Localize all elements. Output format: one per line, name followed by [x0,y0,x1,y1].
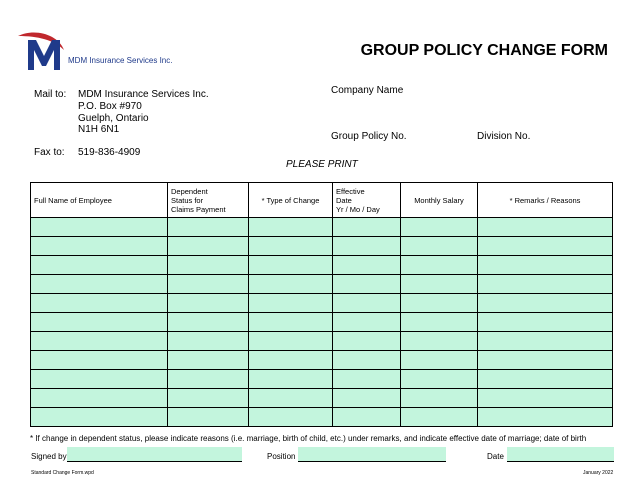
cell-full-name[interactable] [31,313,168,332]
cell-full-name[interactable] [31,389,168,408]
header-monthly-salary: Monthly Salary [401,183,478,218]
logo-company-text: MDM Insurance Services Inc. [68,56,173,65]
cell-effective-date[interactable] [333,370,401,389]
cell-remarks[interactable] [478,256,613,275]
cell-dependent-status[interactable] [168,237,249,256]
date-field[interactable] [507,447,614,462]
group-policy-label: Group Policy No. [331,131,407,142]
cell-remarks[interactable] [478,275,613,294]
table-body [31,218,613,427]
cell-monthly-salary[interactable] [401,408,478,427]
cell-monthly-salary[interactable] [401,237,478,256]
cell-remarks[interactable] [478,313,613,332]
form-title: GROUP POLICY CHANGE FORM [360,42,608,59]
date-label: Date [487,452,504,461]
cell-effective-date[interactable] [333,294,401,313]
cell-dependent-status[interactable] [168,370,249,389]
footer-filename: Standard Change Form.wpd [31,470,94,476]
cell-type-of-change[interactable] [249,370,333,389]
mail-address-line: N1H 6N1 [78,124,120,135]
table-row [31,218,613,237]
position-field[interactable] [298,447,446,462]
signed-by-label: Signed by [31,452,67,461]
table-row [31,256,613,275]
mail-address-line: Guelph, Ontario [78,113,149,124]
header-effective-date: Effective Date Yr / Mo / Day [333,183,401,218]
cell-monthly-salary[interactable] [401,389,478,408]
cell-type-of-change[interactable] [249,294,333,313]
cell-remarks[interactable] [478,294,613,313]
cell-full-name[interactable] [31,351,168,370]
table-header-row [31,183,613,218]
cell-remarks[interactable] [478,237,613,256]
cell-effective-date[interactable] [333,275,401,294]
cell-type-of-change[interactable] [249,237,333,256]
cell-effective-date[interactable] [333,389,401,408]
cell-type-of-change[interactable] [249,389,333,408]
cell-monthly-salary[interactable] [401,294,478,313]
cell-full-name[interactable] [31,332,168,351]
company-name-label: Company Name [331,85,404,96]
table-row [31,351,613,370]
cell-remarks[interactable] [478,218,613,237]
cell-dependent-status[interactable] [168,351,249,370]
cell-type-of-change[interactable] [249,408,333,427]
cell-effective-date[interactable] [333,313,401,332]
dependent-status-footnote: * If change in dependent status, please indicate reasons (i.e. marriage, birth of child, etc.) under remarks, and indicate effective date of marriage; date of birth [30,434,587,443]
header-dependent-status: Dependent Status for Claims Payment [168,183,249,218]
cell-effective-date[interactable] [333,256,401,275]
table-row [31,294,613,313]
division-label: Division No. [477,131,531,142]
footer-date: January 2022 [583,470,614,476]
cell-monthly-salary[interactable] [401,332,478,351]
cell-monthly-salary[interactable] [401,313,478,332]
cell-full-name[interactable] [31,256,168,275]
cell-effective-date[interactable] [333,237,401,256]
cell-type-of-change[interactable] [249,275,333,294]
table-row [31,332,613,351]
cell-type-of-change[interactable] [249,351,333,370]
cell-remarks[interactable] [478,351,613,370]
cell-type-of-change[interactable] [249,218,333,237]
cell-type-of-change[interactable] [249,313,333,332]
cell-full-name[interactable] [31,237,168,256]
cell-monthly-salary[interactable] [401,256,478,275]
mail-address-line: MDM Insurance Services Inc. [78,89,209,100]
logo-mark [28,40,60,70]
cell-effective-date[interactable] [333,332,401,351]
fax-label: Fax to: [34,147,65,158]
cell-dependent-status[interactable] [168,313,249,332]
cell-remarks[interactable] [478,389,613,408]
cell-remarks[interactable] [478,332,613,351]
change-table [30,182,613,427]
cell-remarks[interactable] [478,408,613,427]
table-row [31,275,613,294]
header-type-of-change: * Type of Change [249,183,333,218]
table-row [31,408,613,427]
cell-remarks[interactable] [478,370,613,389]
fax-number: 519-836-4909 [78,147,141,158]
cell-dependent-status[interactable] [168,275,249,294]
header-remarks: * Remarks / Reasons [478,183,613,218]
mail-to-label: Mail to: [34,89,67,100]
cell-dependent-status[interactable] [168,256,249,275]
table-row [31,313,613,332]
cell-monthly-salary[interactable] [401,351,478,370]
cell-full-name[interactable] [31,408,168,427]
cell-dependent-status[interactable] [168,332,249,351]
cell-effective-date[interactable] [333,351,401,370]
please-print-note: PLEASE PRINT [286,159,358,170]
cell-dependent-status[interactable] [168,294,249,313]
mail-address-line: P.O. Box #970 [78,101,142,112]
cell-full-name[interactable] [31,275,168,294]
position-label: Position [267,452,296,461]
cell-type-of-change[interactable] [249,332,333,351]
cell-dependent-status[interactable] [168,389,249,408]
cell-dependent-status[interactable] [168,408,249,427]
cell-full-name[interactable] [31,370,168,389]
table-row [31,389,613,408]
signed-by-field[interactable] [67,447,242,462]
table-row [31,370,613,389]
header-full-name: Full Name of Employee [31,183,168,218]
table-row [31,237,613,256]
cell-monthly-salary[interactable] [401,370,478,389]
cell-full-name[interactable] [31,294,168,313]
cell-monthly-salary[interactable] [401,218,478,237]
cell-monthly-salary[interactable] [401,275,478,294]
cell-full-name[interactable] [31,218,168,237]
cell-effective-date[interactable] [333,218,401,237]
cell-type-of-change[interactable] [249,256,333,275]
cell-effective-date[interactable] [333,408,401,427]
cell-dependent-status[interactable] [168,218,249,237]
